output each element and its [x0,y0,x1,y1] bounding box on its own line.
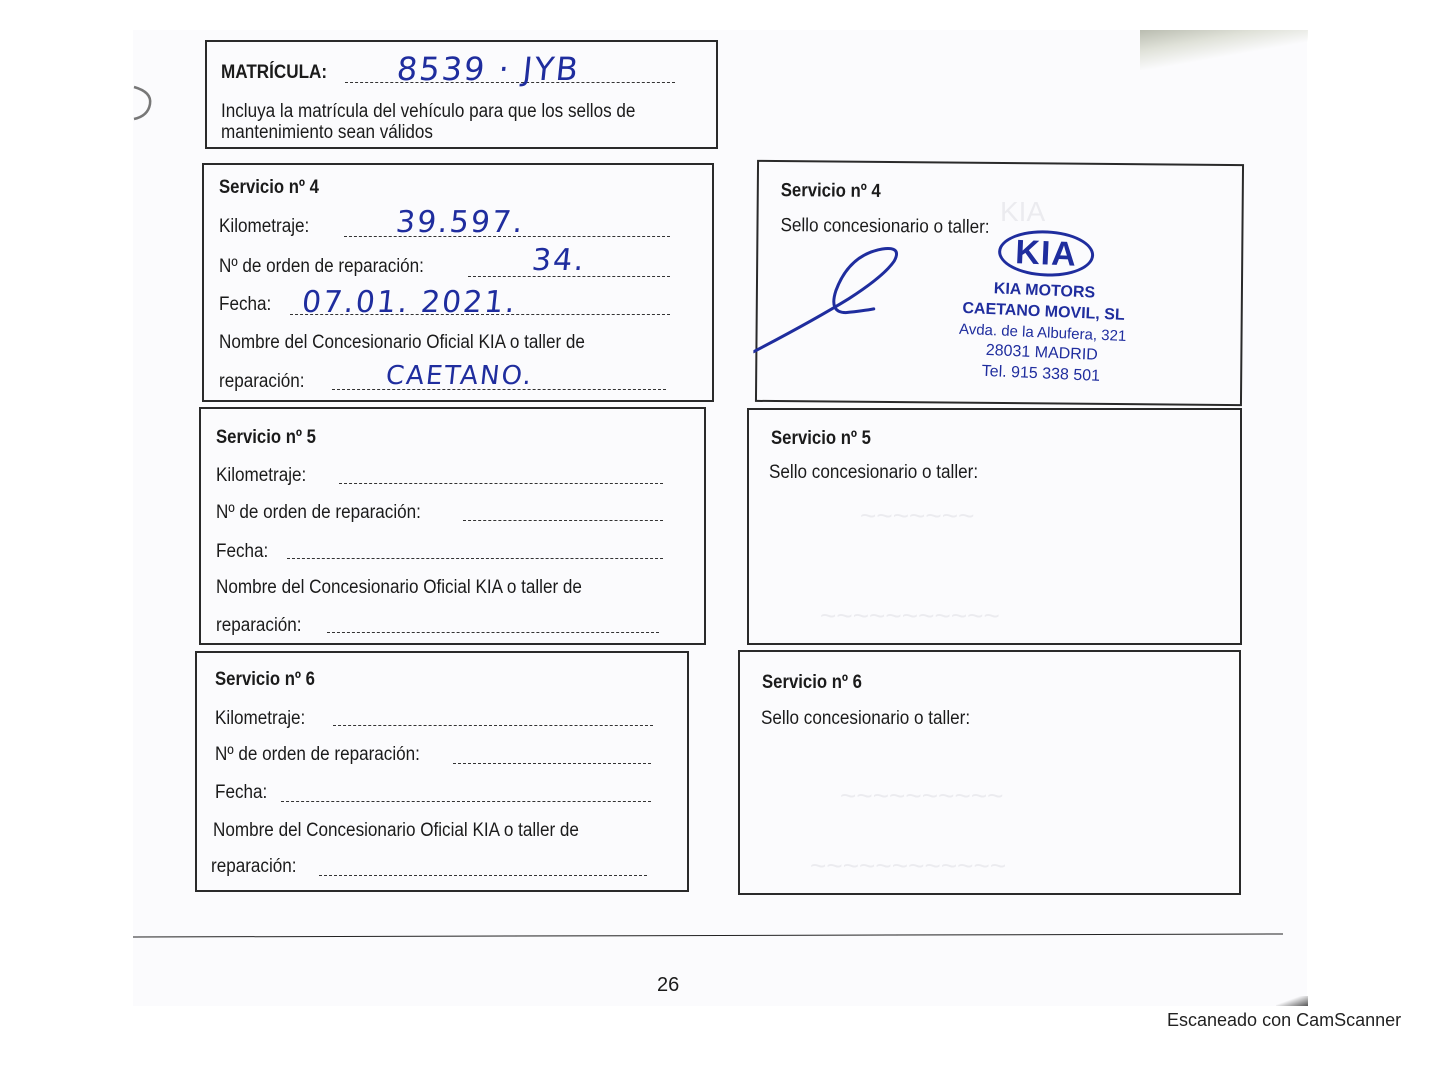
km-label: Kilometraje: [215,708,306,729]
stamp-line-2: CAETANO MOVIL, SL [962,299,1126,324]
order-line [453,763,651,764]
license-plate-handwritten: 8539 · JYB [395,50,582,88]
scanner-watermark: Escaneado con CamScanner [1167,1010,1402,1030]
date-line [281,801,651,802]
dealer-handwritten: CAETANO. [384,361,535,391]
date-label: Fecha: [215,782,268,803]
km-handwritten: 39.597. [394,205,527,240]
bleed-through-mark: ~~~~~~~~~~ [840,780,1004,811]
stamp-box-label: Sello concesionario o taller: [769,462,979,483]
bleed-through-mark: ~~~~~~~~~~~~ [810,850,1007,881]
stamp-box-service-5 [747,408,1242,645]
bleed-through-mark: KIA [1000,196,1046,227]
service-title: Servicio nº 5 [216,427,316,448]
stamp-line-5: Tel. 915 338 501 [981,362,1101,385]
date-label: Fecha: [216,541,269,562]
license-plate-note-1: Incluya la matrícula del vehículo para que los sellos de [221,101,636,122]
stamp-box-title: Servicio nº 4 [780,180,881,202]
dealer-label-2: reparación: [211,856,297,877]
service-title: Servicio nº 4 [219,177,319,198]
order-line [463,520,663,521]
km-label: Kilometraje: [216,465,307,486]
service-6-form [195,651,689,892]
dealer-label-1: Nombre del Concesionario Oficial KIA o taller de [216,577,582,598]
license-plate-label: MATRÍCULA: [221,62,328,83]
stamp-box-service-6 [738,650,1241,895]
km-line [339,483,663,484]
license-plate-box [205,40,718,149]
bleed-through-mark: ~~~~~~~~~~~ [820,600,1000,631]
dealer-label-2: reparación: [216,615,302,636]
stamp-line-1: KIA MOTORS [993,280,1096,302]
binding-hole-mark [132,84,156,122]
dealer-label-1: Nombre del Concesionario Oficial KIA o taller de [219,332,585,353]
service-title: Servicio nº 6 [215,669,315,690]
service-4-form [202,163,714,402]
page-number: 26 [657,974,680,996]
page-fold-shadow [1140,30,1308,70]
handwritten-signature [753,240,914,361]
km-line [333,725,653,726]
dealer-line [319,875,647,876]
stamp-box-title: Servicio nº 5 [771,428,871,449]
dealer-label-2: reparación: [219,371,305,392]
stamp-box-label: Sello concesionario o taller: [761,708,971,729]
dealer-label-1: Nombre del Concesionario Oficial KIA o taller de [213,820,579,841]
stamp-line-3: Avda. de la Albufera, 321 [958,320,1127,346]
stamp-box-service-4 [755,160,1244,406]
date-label: Fecha: [219,294,272,315]
order-label: Nº de orden de reparación: [215,744,420,765]
page-corner [1276,996,1308,1006]
order-label: Nº de orden de reparación: [219,256,424,277]
license-plate-note-2: mantenimiento sean válidos [221,122,433,143]
stamp-box-label: Sello concesionario o taller: [780,215,990,238]
dealer-stamp [941,226,1147,388]
service-5-form [199,407,706,645]
km-label: Kilometraje: [219,216,310,237]
order-handwritten: 34. [530,243,588,278]
stamp-box-title: Servicio nº 6 [762,672,862,693]
kia-logo: KIA [997,228,1094,278]
bleed-through-mark: ~~~~~~~ [860,500,975,531]
order-label: Nº de orden de reparación: [216,502,421,523]
stamp-line-4: 28031 MADRID [985,341,1099,364]
date-line [287,558,663,559]
dealer-line [327,632,659,633]
date-handwritten: 07.01. 2021. [300,285,519,320]
